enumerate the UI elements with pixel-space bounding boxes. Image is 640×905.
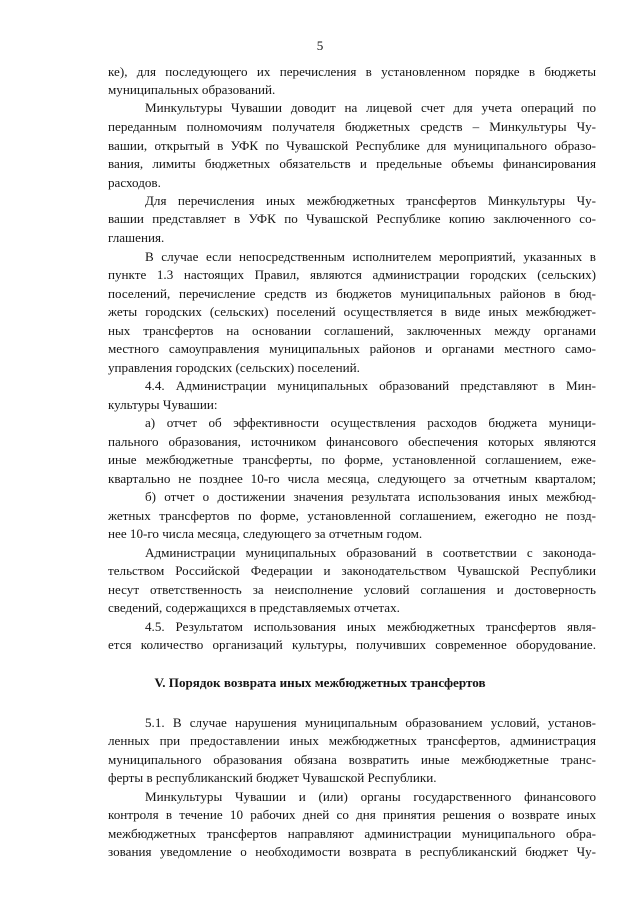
text-line: культуры Чувашии: [108, 397, 218, 412]
text-line: вашии, открытый в УФК по Чувашской Республике для муниципального образо- [108, 138, 596, 153]
section-heading: V. Порядок возврата иных межбюджетных трансфертов [154, 675, 486, 690]
text-line: 4.5. Результатом использования иных межбюджетных трансфертов явля- [145, 619, 596, 634]
text-line: 4.4. Администрации муниципальных образований представляют в Мин- [145, 378, 596, 393]
text-line: тельством Российской Федерации и законодательством Чувашской Республики [108, 563, 596, 578]
text-line: Для перечисления иных межбюджетных трансфертов Минкультуры Чу- [145, 193, 596, 208]
text-line: пункте 1.3 настоящих Правил, являются администрации городских (сельских) [108, 267, 596, 282]
text-line: переданным полномочиям получателя бюджетных средств – Минкультуры Чу- [108, 119, 596, 134]
text-line: вания, лимиты бюджетных обязательств и предельные объемы финансирования [108, 156, 596, 171]
text-line: сведений, содержащихся в представляемых отчетах. [108, 600, 400, 615]
text-line: ке), для последующего их перечисления в установленном порядке в бюджеты [108, 64, 596, 79]
text-line: Минкультуры Чувашии доводит на лицевой счет для учета операций по [145, 100, 596, 115]
text-line: ных трансфертов на основании соглашений, заключенных между органами [108, 323, 596, 338]
text-line: В случае если непосредственным исполнителем мероприятий, указанных в [145, 249, 596, 264]
text-line: жеты городских (сельских) поселений осуществляется в виде иных межбюджет- [108, 304, 596, 319]
text-line: несут ответственность за неисполнение условий соглашения и достоверность [108, 582, 596, 597]
text-line: жетных трансфертов по форме, установленной соглашением, ежегодно не позд- [108, 508, 596, 523]
text-line: муниципальных образований. [108, 82, 276, 97]
text-line: 5.1. В случае нарушения муниципальным образованием условий, установ- [145, 715, 596, 730]
text-line: пального образования, источником финансового обеспечения которых являются [108, 434, 596, 449]
text-line: межбюджетных трансфертов направляют администрации муниципального обра- [108, 826, 596, 841]
text-line: квартально не позднее 10-го числа месяца, следующего за отчетным кварталом; [108, 471, 596, 486]
text-line: местного самоуправления муниципальных районов и органами местного само- [108, 341, 596, 356]
text-line: иные межбюджетные трансферты, по форме, установленной соглашением, еже- [108, 452, 596, 467]
text-line: ется количество организаций культуры, получивших современное оборудование. [108, 637, 596, 652]
text-line: управления городских (сельских) поселений. [108, 360, 360, 375]
text-line: нее 10-го числа месяца, следующего за отчетным годом. [108, 526, 423, 541]
text-line: муниципального образования обязана возвратить иные межбюджетные транс- [108, 752, 596, 767]
text-line: поселений, перечисление средств из бюджетов муниципальных районов в бюд- [108, 286, 596, 301]
text-line: расходов. [108, 175, 161, 190]
text-line: глашения. [108, 230, 165, 245]
text-line: а) отчет об эффективности осуществления расходов бюджета муници- [145, 415, 596, 430]
text-line: ферты в республиканский бюджет Чувашской Республики. [108, 770, 437, 785]
text-line: Администрации муниципальных образований в соответствии с законода- [145, 545, 596, 560]
text-line: вашии представляет в УФК по Чувашской Республике копию заключенного со- [108, 211, 596, 226]
text-line: ленных при предоставлении иных межбюджетных трансфертов, администрация [108, 733, 596, 748]
text-line: контроля в течение 10 рабочих дней со дня принятия решения о возврате иных [108, 807, 596, 822]
text-line: Минкультуры Чувашии и (или) органы государственного финансового [145, 789, 596, 804]
text-line: б) отчет о достижении значения результата использования иных межбюд- [145, 489, 596, 504]
text-line: зования уведомление о необходимости возврата в республиканский бюджет Чу- [108, 844, 596, 859]
page-number: 5 [316, 38, 324, 53]
